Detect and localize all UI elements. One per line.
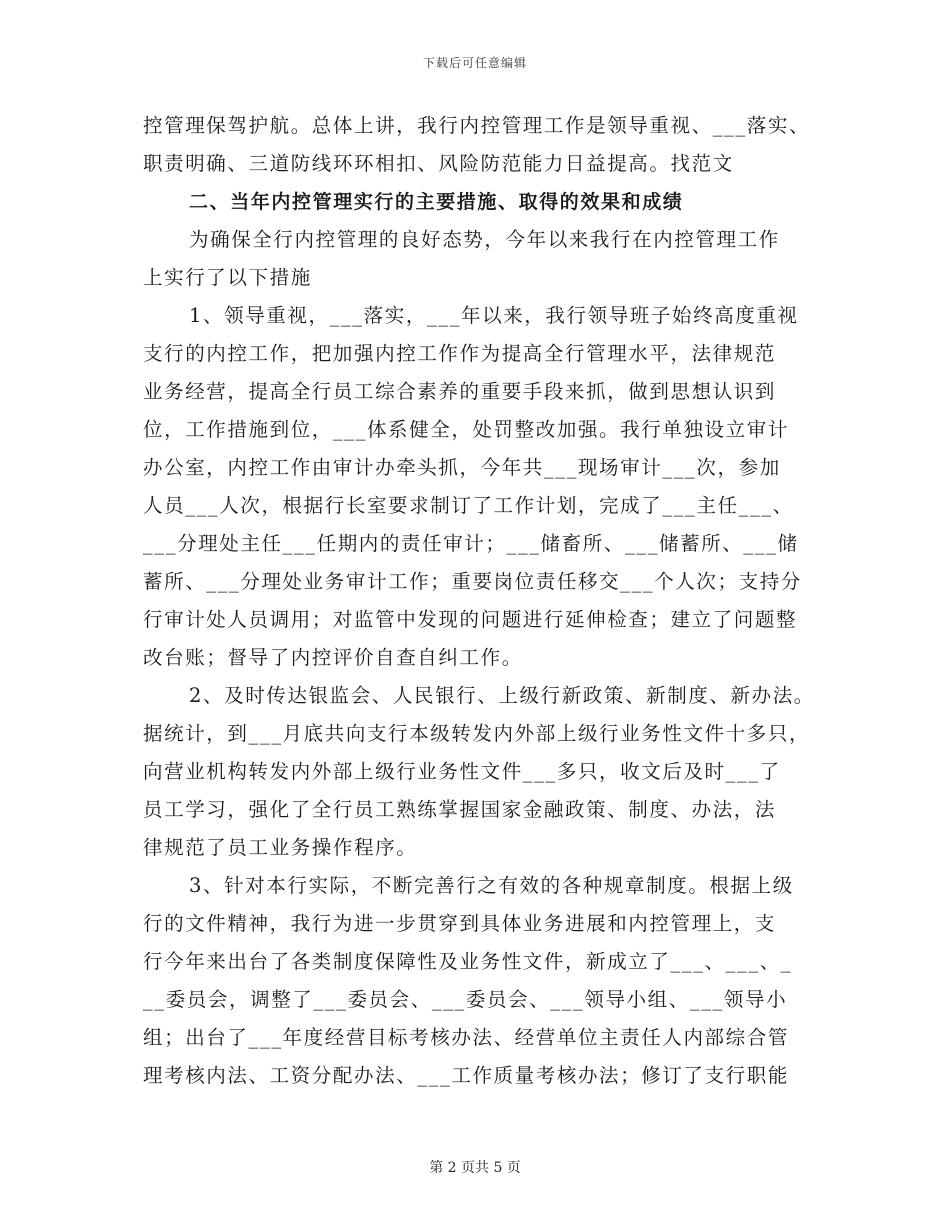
text-line: 业务经营，提高全行员工综合素养的重要手段来抓，做到思想认识到 [143,380,777,403]
text-line: 向营业机构转发内外部上级行业务性文件___多只，收文后及时___了 [143,760,781,783]
text-line: ___分理处主任___任期内的责任审计；___储畜所、___储蓄所、___储 [143,532,799,555]
text-line: 行的文件精神，我行为进一步贯穿到具体业务进展和内控管理上，支 [143,912,777,935]
text-line: 理考核内法、工资分配办法、___工作质量考核办法；修订了支行职能 [143,1064,789,1087]
document-body [143,107,823,1095]
text-line: __委员会，调整了___委员会、___委员会、___领导小组、___领导小 [143,988,788,1011]
text-line: 职责明确、三道防线环环相扣、风险防范能力日益提高。找范文 [143,152,734,175]
text-line: 组；出台了___年度经营目标考核办法、经营单位主责任人内部综合管 [143,1026,789,1049]
text-line: 1、领导重视，___落实，___年以来，我行领导班子始终高度重视 [189,304,799,327]
text-line: 行审计处人员调用；对监管中发现的问题进行延伸检查；建立了问题整 [143,608,798,631]
text-line: 3、针对本行实际，不断完善行之有效的各种规章制度。根据上级 [189,874,794,897]
page-number: 第 2 页共 5 页 [429,1160,521,1176]
text-line: 据统计，到___月底共向支行本级转发内外部上级行业务性文件十多只， [143,722,811,745]
text-line: 改台账；督导了内控评价自查自纠工作。 [143,646,523,669]
text-line: 律规范了员工业务操作程序。 [143,836,418,859]
page-header: 下载后可任意编辑 [422,56,527,70]
text-line: 位，工作措施到位，___体系健全，处罚整改加强。我行单独设立审计 [143,418,789,441]
text-line: 控管理保驾护航。总体上讲，我行内控管理工作是领导重视、___落实、 [143,114,811,137]
text-line: 上实行了以下措施 [143,266,312,289]
text-line: 行今年来出台了各类制度保障性及业务性文件，新成立了___、___、_ [143,950,793,973]
text-line: 员工学习，强化了全行员工熟练掌握国家金融政策、制度、办法，法 [143,798,777,821]
text-line: 支行的内控工作，把加强内控工作作为提高全行管理水平，法律规范 [143,342,777,365]
text-line: 2、及时传达银监会、人民银行、上级行新政策、新制度、新办法。 [189,684,815,707]
text-line: 办公室，内控工作由审计办牵头抓，今年共___现场审计___次，参加 [143,456,781,479]
text-line: 蓄所、___分理处业务审计工作；重要岗位责任移交___个人次；支持分 [143,570,802,593]
text-line: 为确保全行内控管理的良好态势，今年以来我行在内控管理工作 [189,228,780,251]
text-line: 人员___人次，根据行长室要求制订了工作计划，完成了___主任___、 [143,494,794,517]
section-heading: 二、当年内控管理实行的主要措施、取得的效果和成绩 [189,191,684,213]
